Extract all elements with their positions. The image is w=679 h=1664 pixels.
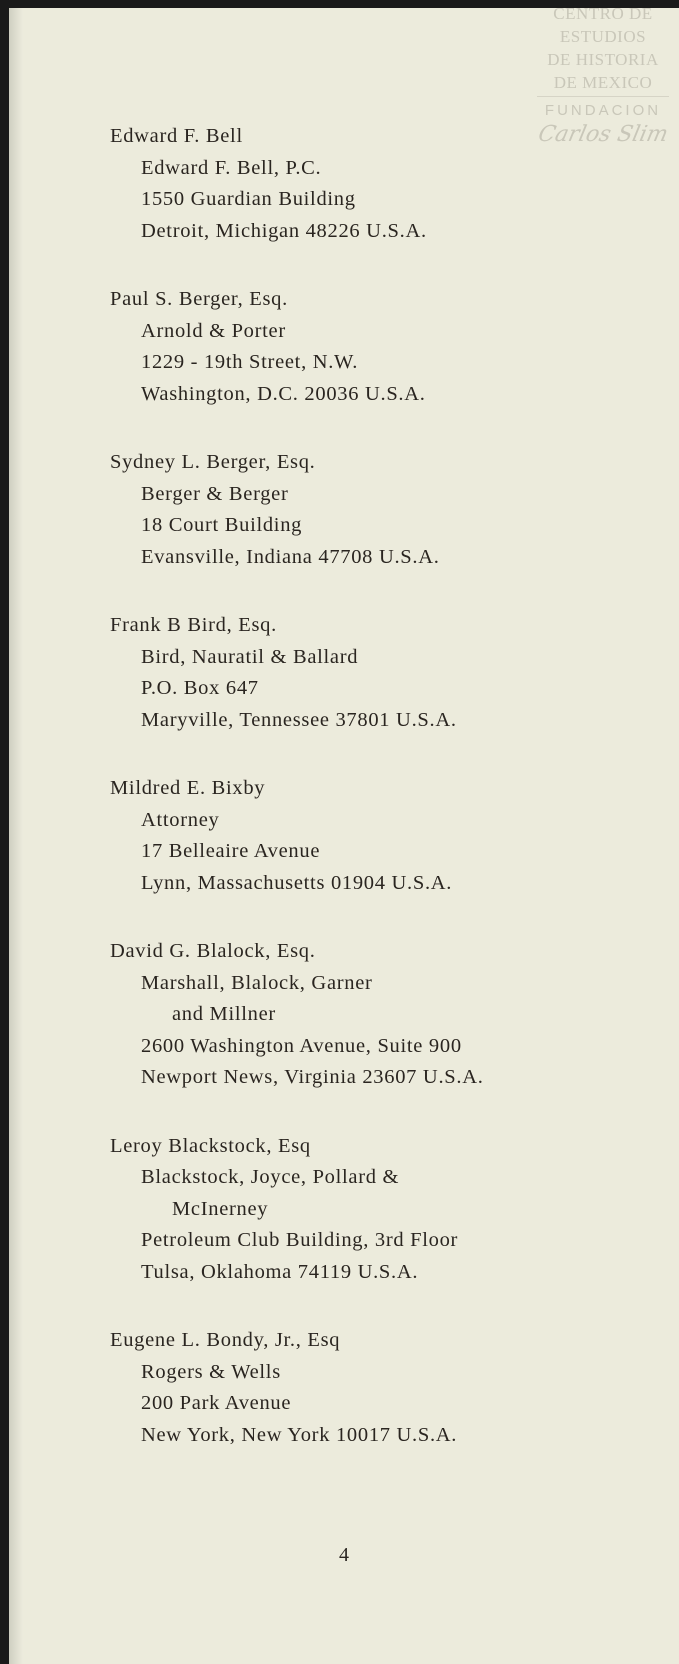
entry-address-line: 18 Court Building: [141, 514, 303, 536]
watermark-line: DE HISTORIA: [547, 50, 659, 69]
watermark-line: DE MEXICO: [553, 73, 653, 92]
entry-name: David G. Blalock, Esq.: [110, 940, 316, 962]
document-page: [9, 8, 679, 1664]
entry-address-line: Maryville, Tennessee 37801 U.S.A.: [141, 708, 457, 731]
attorney-directory-list: [110, 121, 484, 1488]
entry-address-line: 17 Belleaire Avenue: [141, 840, 321, 862]
entry-address-line: Attorney: [141, 808, 220, 831]
entry-address-line: Tulsa, Oklahoma 74119 U.S.A.: [141, 1260, 419, 1283]
entry-address-line: Lynn, Massachusetts 01904 U.S.A.: [141, 871, 453, 894]
entry-address-line: Blackstock, Joyce, Pollard &: [141, 1166, 400, 1188]
entry-name: Leroy Blackstock, Esq: [110, 1134, 311, 1157]
watermark-line: ESTUDIOS: [559, 27, 647, 46]
entry-address-line: 2600 Washington Avenue, Suite 900: [141, 1034, 462, 1057]
entry-address-line: Arnold & Porter: [141, 319, 286, 342]
entry-address-line: 200 Park Avenue: [141, 1392, 292, 1414]
entry-address-line: McInerney: [172, 1197, 269, 1220]
directory-entry: [110, 447, 484, 573]
entry-address-line: 1550 Guardian Building: [141, 188, 356, 210]
entry-name: Frank B Bird, Esq.: [110, 614, 277, 636]
archive-watermark: [533, 8, 673, 149]
directory-entry: [110, 1325, 484, 1451]
entry-address-line: Bird, Nauratil & Ballard: [141, 645, 359, 668]
entry-address-line: Evansville, Indiana 47708 U.S.A.: [141, 545, 440, 568]
page-edge-shadow: [9, 8, 23, 1664]
entry-name: Paul S. Berger, Esq.: [110, 288, 288, 310]
directory-entry: [110, 936, 484, 1094]
directory-entry: [110, 610, 484, 736]
entry-address-line: Petroleum Club Building, 3rd Floor: [141, 1229, 459, 1251]
entry-address-line: Edward F. Bell, P.C.: [141, 156, 322, 179]
entry-address-line: Newport News, Virginia 23607 U.S.A.: [141, 1066, 484, 1088]
entry-address-line: Marshall, Blalock, Garner: [141, 971, 373, 994]
watermark-foundation: FUNDACION: [544, 102, 662, 119]
watermark-signature: Carlos Slim: [535, 122, 671, 147]
watermark-line: CENTRO DE: [553, 8, 653, 23]
entry-name: Sydney L. Berger, Esq.: [110, 451, 316, 473]
directory-entry: [110, 1131, 484, 1289]
entry-address-line: Washington, D.C. 20036 U.S.A.: [141, 382, 426, 405]
entry-address-line: 1229 - 19th Street, N.W.: [141, 351, 359, 373]
directory-entry: [110, 121, 484, 247]
entry-name: Edward F. Bell: [110, 125, 243, 147]
entry-address-line: P.O. Box 647: [141, 677, 259, 699]
entry-address-line: Detroit, Michigan 48226 U.S.A.: [141, 219, 427, 242]
entry-address-line: New York, New York 10017 U.S.A.: [141, 1423, 458, 1446]
entry-address-line: Rogers & Wells: [141, 1360, 281, 1383]
entry-address-line: Berger & Berger: [141, 482, 289, 505]
directory-entry: [110, 284, 484, 410]
watermark-divider: [537, 96, 669, 97]
page-number: 4: [339, 1544, 349, 1566]
directory-entry: [110, 773, 484, 899]
entry-name: Mildred E. Bixby: [110, 777, 266, 799]
entry-name: Eugene L. Bondy, Jr., Esq: [110, 1329, 341, 1351]
entry-address-line: and Millner: [172, 1003, 276, 1025]
